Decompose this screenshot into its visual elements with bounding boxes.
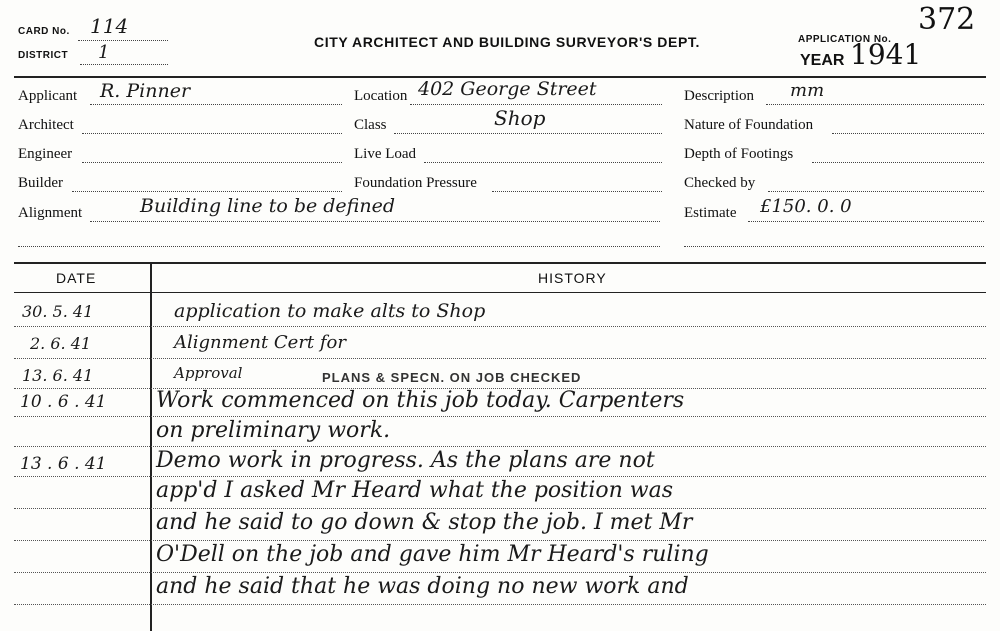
- history-date: 2. 6. 41: [30, 334, 92, 353]
- card-no-value: 114: [90, 14, 129, 38]
- checked-stamp: PLANS & SPECN. ON JOB CHECKED: [322, 370, 582, 385]
- location-line: [410, 104, 662, 105]
- history-header-rule: [14, 292, 986, 293]
- history-top-rule: [14, 262, 986, 264]
- history-header: HISTORY: [538, 270, 607, 286]
- history-row-rule: [14, 326, 986, 327]
- district-label: DISTRICT: [18, 50, 69, 61]
- applicant-line: [90, 104, 342, 105]
- estimate-value: £150. 0. 0: [760, 196, 852, 217]
- history-row-rule: [14, 604, 986, 605]
- depth-of-footings-label: Depth of Footings: [684, 146, 794, 162]
- checked-by-line: [768, 191, 984, 192]
- alignment-value: Building line to be defined: [140, 195, 395, 217]
- history-row-rule: [14, 572, 986, 573]
- history-row-rule: [14, 476, 986, 477]
- estimate-line: [748, 221, 984, 222]
- alignment-line: [90, 221, 660, 222]
- history-date: 30. 5. 41: [22, 302, 94, 321]
- description-line: [766, 104, 984, 105]
- depth-of-footings-line: [812, 162, 984, 163]
- card-no-line: [78, 40, 168, 41]
- year-label: YEAR: [800, 52, 845, 69]
- estimate-label: Estimate: [684, 205, 737, 221]
- nature-of-foundation-label: Nature of Foundation: [684, 117, 814, 133]
- history-text: and he said to go down & stop the job. I met Mr: [156, 510, 693, 535]
- year-value: 1941: [850, 38, 922, 71]
- application-no-value: 372: [918, 2, 976, 37]
- history-row-rule: [14, 416, 986, 417]
- date-header: DATE: [56, 270, 97, 286]
- foundation-pressure-label: Foundation Pressure: [354, 175, 477, 191]
- history-row-rule: [14, 508, 986, 509]
- history-text: on preliminary work.: [156, 418, 391, 443]
- checked-by-label: Checked by: [684, 175, 756, 191]
- alignment-label: Alignment: [18, 205, 83, 221]
- history-text: Demo work in progress. As the plans are not: [156, 448, 655, 473]
- architect-line: [82, 133, 342, 134]
- history-text: Alignment Cert for: [174, 332, 346, 353]
- history-row-rule: [14, 540, 986, 541]
- history-date: 13. 6. 41: [22, 366, 94, 385]
- description-label: Description: [684, 88, 754, 104]
- history-date: 13 . 6 . 41: [20, 454, 107, 474]
- card-no-label: CARD No.: [18, 26, 70, 37]
- engineer-line: [82, 162, 342, 163]
- history-row-rule: [14, 446, 986, 447]
- blank-line-1: [18, 246, 660, 247]
- nature-of-foundation-line: [832, 133, 984, 134]
- location-value: 402 George Street: [418, 78, 597, 100]
- blank-line-2: [684, 246, 984, 247]
- engineer-label: Engineer: [18, 146, 73, 162]
- district-line: [80, 64, 168, 65]
- live-load-label: Live Load: [354, 146, 417, 162]
- live-load-line: [424, 162, 662, 163]
- class-line: [394, 133, 662, 134]
- history-text: application to make alts to Shop: [174, 300, 486, 322]
- history-text: app'd I asked Mr Heard what the position was: [156, 478, 674, 503]
- history-text: Approval: [174, 364, 243, 382]
- location-label: Location: [354, 88, 408, 104]
- history-text: Work commenced on this job today. Carpenters: [156, 388, 685, 413]
- architect-label: Architect: [18, 117, 74, 133]
- history-row-rule: [14, 358, 986, 359]
- history-date: 10 . 6 . 41: [20, 392, 107, 412]
- application-no-label: APPLICATION No.: [798, 34, 892, 45]
- class-label: Class: [354, 117, 387, 133]
- applicant-label: Applicant: [18, 88, 78, 104]
- foundation-pressure-line: [492, 191, 662, 192]
- description-value: mm: [790, 80, 825, 101]
- builder-label: Builder: [18, 175, 63, 191]
- history-text: and he said that he was doing no new work and: [156, 574, 689, 599]
- applicant-value: R. Pinner: [100, 80, 191, 102]
- builder-line: [72, 191, 342, 192]
- history-text: O'Dell on the job and gave him Mr Heard's ruling: [156, 542, 709, 567]
- department-title: CITY ARCHITECT AND BUILDING SURVEYOR'S DEPT.: [314, 34, 700, 50]
- district-value: 1: [98, 42, 110, 63]
- class-value: Shop: [494, 106, 546, 130]
